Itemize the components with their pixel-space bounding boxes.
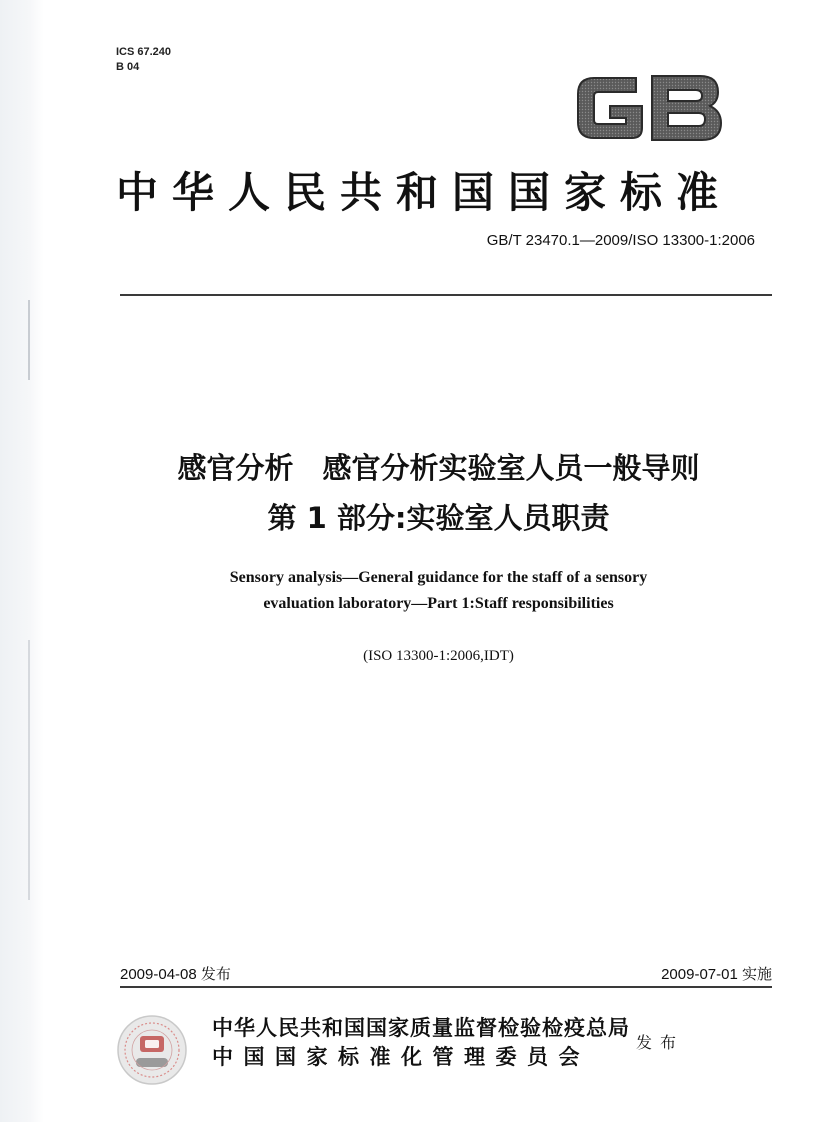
- spine-mark: [28, 640, 30, 900]
- ccs-code: B 04: [116, 61, 140, 73]
- title-en-line1: Sensory analysis—General guidance for the staff of a sensory: [229, 569, 648, 586]
- release-label: 发布: [636, 1033, 685, 1052]
- implementation-date: 2009-07-01 实施: [661, 966, 772, 983]
- header-divider: [120, 294, 772, 296]
- ics-code: ICS 67.240: [116, 46, 172, 58]
- issuer-aqsiq: 中华人民共和国国家质量监督检验检疫总局: [212, 1015, 630, 1040]
- standard-category-title: 中华人民共和国国家标准: [116, 168, 733, 217]
- classification-codes: [116, 45, 171, 75]
- title-en-line2: evaluation laboratory—Part 1:Staff responsibilities: [263, 595, 614, 612]
- title-zh-line1: 感官分析 感官分析实验室人员一般导则: [177, 451, 700, 485]
- issuer-sac: 中国国家标准化管理委员会: [212, 1044, 590, 1069]
- gb-logo-icon: [572, 66, 727, 148]
- footer-divider: [120, 986, 772, 988]
- title-zh-line2: 第 1 部分:实验室人员职责: [267, 501, 610, 535]
- anti-counterfeit-seal-icon: [116, 1014, 188, 1086]
- iso-equivalence: (ISO 13300-1:2006,IDT): [363, 648, 514, 664]
- standard-number: GB/T 23470.1—2009/ISO 13300-1:2006: [486, 232, 755, 249]
- spine-mark: [28, 300, 30, 380]
- publication-date: 2009-04-08 发布: [120, 966, 231, 983]
- scan-spine-shadow: [0, 0, 44, 1122]
